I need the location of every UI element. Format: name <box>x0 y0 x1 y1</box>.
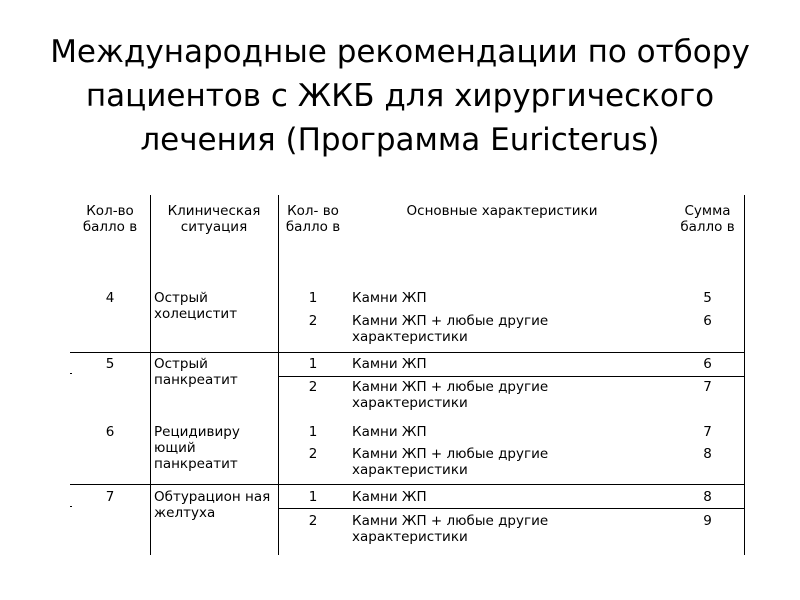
row-points: 1 <box>308 356 318 372</box>
row-sum: 7 <box>703 424 712 440</box>
header-points: Кол-во балло в <box>82 203 138 235</box>
title-line-3: лечения (Программа Euricterus) <box>140 122 660 158</box>
row-sum: 6 <box>703 356 712 372</box>
row-sum: 9 <box>703 513 712 529</box>
header-points-2: Кол- во балло в <box>285 203 341 235</box>
header-situation: Клиническая ситуация <box>167 203 261 235</box>
group-points: 6 <box>105 424 115 440</box>
edge-mark <box>70 373 72 374</box>
table-divider-v1 <box>150 195 151 555</box>
group-points: 5 <box>105 356 115 372</box>
row-characteristic: Камни ЖП + любые другие характеристики <box>352 513 549 545</box>
title-line-2: пациентов с ЖКБ для хирургического <box>85 78 715 114</box>
row-points: 2 <box>308 379 318 395</box>
row-points: 1 <box>308 424 318 440</box>
header-sum: Сумма балло в <box>680 203 735 235</box>
row-characteristic: Камни ЖП <box>352 356 427 372</box>
row-points: 2 <box>308 513 318 529</box>
row-characteristic: Камни ЖП <box>352 424 427 440</box>
row-sum: 8 <box>703 489 712 505</box>
scoring-table <box>70 195 745 555</box>
table-divider-v2 <box>278 195 279 555</box>
group-situation: Рецидивиру ющий панкреатит <box>154 424 240 472</box>
table-divider-h4 <box>278 508 745 509</box>
table-divider-h2 <box>278 376 745 377</box>
group-points: 4 <box>105 290 115 306</box>
row-points: 1 <box>308 290 318 306</box>
row-characteristic: Камни ЖП + любые другие характеристики <box>352 379 549 411</box>
group-situation: Острый панкреатит <box>154 356 238 388</box>
header-characteristics: Основные характеристики <box>406 203 598 219</box>
row-sum: 7 <box>703 379 712 395</box>
edge-mark <box>70 506 72 507</box>
title-line-1: Международные рекомендации по отбору <box>50 34 750 70</box>
row-characteristic: Камни ЖП <box>352 290 427 306</box>
page-title <box>20 30 780 162</box>
row-points: 2 <box>308 313 318 329</box>
row-points: 2 <box>308 446 318 462</box>
row-characteristic: Камни ЖП + любые другие характеристики <box>352 446 549 478</box>
table-divider-h1 <box>70 352 745 353</box>
row-sum: 6 <box>703 313 712 329</box>
row-characteristic: Камни ЖП <box>352 489 427 505</box>
group-situation: Острый холецистит <box>154 290 238 322</box>
group-points: 7 <box>105 489 115 505</box>
row-sum: 8 <box>703 446 712 462</box>
row-characteristic: Камни ЖП + любые другие характеристики <box>352 313 549 345</box>
table-divider-h3 <box>70 484 745 485</box>
row-sum: 5 <box>703 290 712 306</box>
group-situation: Обтурацион ная желтуха <box>154 489 271 521</box>
row-points: 1 <box>308 489 318 505</box>
